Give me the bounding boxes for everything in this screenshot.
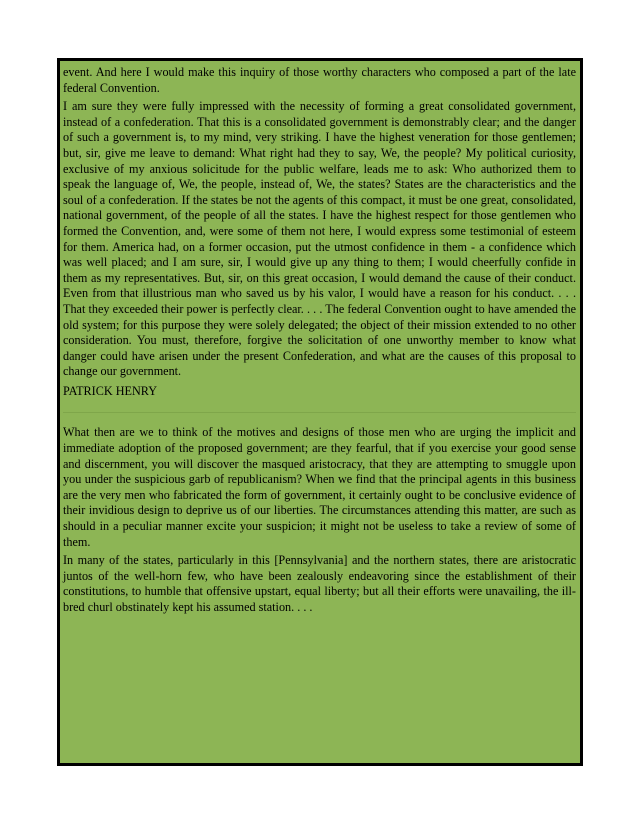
signature: PATRICK HENRY bbox=[63, 383, 158, 398]
document-frame bbox=[57, 58, 583, 766]
paragraph: In many of the states, particularly in this [Pennsylvania] and the northern states, there are aristocratic juntos of the well-horn few, who have been zealously endeavoring since the establishment of their constitutions, to humble that offensive upstart, equal liberty; but all their efforts were unavailing, the ill-bred churl obstinately kept his assumed station. . . . bbox=[63, 553, 576, 614]
section-gap bbox=[63, 399, 576, 425]
section-divider bbox=[63, 412, 576, 413]
paragraph: I am sure they were fully impressed with the necessity of forming a great consolidated government, instead of a confederation. That this is a consolidated government is demonstrably clear; and the danger of such a government is, to my mind, very striking. I have the highest veneration for those gentlemen; but, sir, give me leave to demand: What right had they to say, We, the people? My political curiosity, exclusive of my anxious solicitude for the public welfare, leads me to ask: Who authorized them to speak the language of, We, the people, instead of, We, the states? States are the characteristics and the soul of a confederation. If the states be not the agents of this compact, it must be one great, consolidated, national government, of the people of all the states. I have the highest respect for those gentlemen who formed the Convention, and, were some of them not here, I would express some testimonial of esteem for them. America had, on a former occasion, put the utmost confidence in them - a confidence which was well placed; and I am sure, sir, I would give up any thing to them; I would cheerfully confide in them as my representatives. But, sir, on this great occasion, I would demand the cause of their conduct. Even from that illustrious man who saved us by his valor, I would have a reason for his conduct. . . . That they exceeded their power is perfectly clear. . . . The federal Convention ought to have amended the old system; for this purpose they were solely delegated; the object of their mission extended to no other consideration. You must, therefore, forgive the solicitation of one unworthy member to know what danger could have arisen under the present Confederation, and what are the causes of this proposal to change our government. bbox=[63, 99, 576, 379]
document-body bbox=[60, 61, 580, 763]
paragraph: What then are we to think of the motives and designs of those men who are urging the implicit and immediate adoption of the proposed government; are they fearful, that if you exercise your good sense and discernment, you will discover the masqued aristocracy, that they are attempting to smuggle upon you under the suspicious garb of republicanism? When we find that the principal agents in this business are the very men who fabricated the form of government, it certainly ought to be conclusive evidence of their invidious design to deprive us of our liberties. The circumstances attending this matter, are such as should in a peculiar manner excite your suspicion; it might not be useless to take a review of some of them. bbox=[63, 425, 576, 549]
paragraph: event. And here I would make this inquiry of those worthy characters who composed a part of the late federal Convention. bbox=[63, 65, 576, 95]
section-second-essay bbox=[63, 425, 576, 615]
section-patrick-henry bbox=[63, 65, 576, 399]
